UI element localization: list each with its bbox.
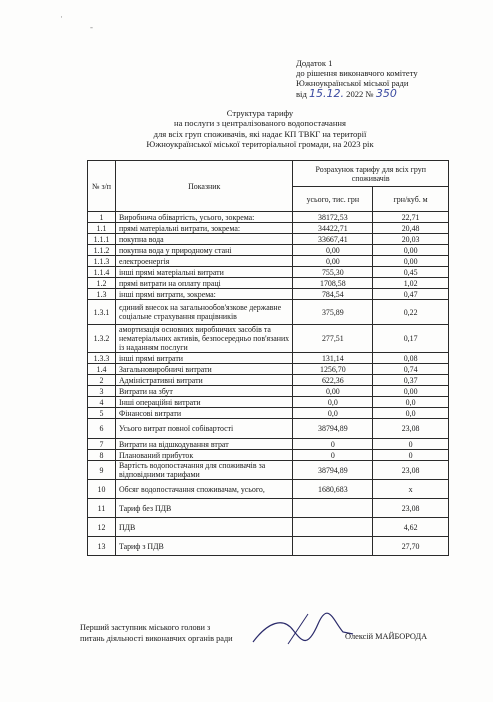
row-indicator: Адміністративні витрати: [115, 375, 292, 386]
row-total: 33667,41: [293, 234, 373, 245]
row-unit: 0,00: [373, 245, 449, 256]
table-row: [88, 300, 449, 325]
header-unit: грн/куб. м: [373, 187, 449, 212]
table-row: [88, 278, 449, 289]
table-row: [88, 375, 449, 386]
row-unit: 22,71: [373, 212, 449, 223]
appendix-line3: Южноукраїнської міської ради: [296, 78, 409, 89]
row-unit: 0: [373, 450, 449, 461]
row-total: 131,14: [293, 353, 373, 364]
row-indicator: Планований прибуток: [115, 450, 292, 461]
row-number: 1.3.1: [88, 300, 116, 325]
year: 2022: [346, 88, 364, 99]
row-indicator: єдиний внесок на загальнообов'язкове державне соціальне страхування працівників: [115, 300, 292, 325]
row-unit: 27,70: [373, 537, 449, 556]
row-unit: 0,00: [373, 386, 449, 397]
row-indicator: Тариф без ПДВ: [115, 499, 292, 518]
row-indicator: Тариф з ПДВ: [115, 537, 292, 556]
row-unit: 4,62: [373, 518, 449, 537]
row-unit: 20,48: [373, 223, 449, 234]
row-number: 1.3.3: [88, 353, 116, 364]
signature: [248, 612, 358, 652]
appendix-block: [296, 58, 418, 99]
title-line4: Южноукраїнської міської територіальної громади, на 2023 рік: [146, 139, 374, 150]
footer-line2: питань діяльності виконавчих органів ради: [80, 634, 233, 643]
row-total: 0,00: [293, 245, 373, 256]
table-row: [88, 325, 449, 353]
row-number: 2: [88, 375, 116, 386]
row-indicator: Обсяг водопостачання споживачам, усього,: [115, 480, 292, 499]
scan-mark-2: -: [90, 22, 93, 32]
table-row: [88, 499, 449, 518]
table-row: [88, 267, 449, 278]
table-row: [88, 223, 449, 234]
row-number: 6: [88, 419, 116, 439]
row-number: 11: [88, 499, 116, 518]
row-total: 622,36: [293, 375, 373, 386]
row-unit: 0,17: [373, 325, 449, 353]
row-unit: 0,74: [373, 364, 449, 375]
row-number: 8: [88, 450, 116, 461]
table-row: [88, 234, 449, 245]
row-indicator: прямі витрати на оплату праці: [115, 278, 292, 289]
row-number: 1.1: [88, 223, 116, 234]
signer-name: Олексій МАЙБОРОДА: [345, 632, 428, 641]
row-unit: 1,02: [373, 278, 449, 289]
row-indicator: Фінансові витрати: [115, 408, 292, 419]
row-number: 12: [88, 518, 116, 537]
date-prefix: від: [296, 88, 307, 99]
row-unit: 0,37: [373, 375, 449, 386]
row-number: 13: [88, 537, 116, 556]
row-total: 755,30: [293, 267, 373, 278]
row-unit: 0,0: [373, 408, 449, 419]
header-number: № з/п: [88, 161, 116, 212]
table-row: [88, 289, 449, 300]
row-indicator: Інші операційні витрати: [115, 397, 292, 408]
table-row: [88, 461, 449, 480]
row-total: 34422,71: [293, 223, 373, 234]
row-total: 0: [293, 450, 373, 461]
row-number: 1: [88, 212, 116, 223]
title-line2: на послуги з централізованого водопостачання: [174, 118, 346, 129]
row-number: 1.4: [88, 364, 116, 375]
scan-mark: ·: [60, 12, 63, 22]
row-unit: 0,45: [373, 267, 449, 278]
row-total: 277,51: [293, 325, 373, 353]
row-unit: 23,08: [373, 419, 449, 439]
row-indicator: інші прямі витрати, зокрема:: [115, 289, 292, 300]
row-indicator: покупна вода: [115, 234, 292, 245]
table-row: [88, 364, 449, 375]
document-title: [90, 108, 430, 150]
row-unit: 20,03: [373, 234, 449, 245]
row-indicator: електроенергія: [115, 256, 292, 267]
row-indicator: Загальновиробничі витрати: [115, 364, 292, 375]
table-row: [88, 353, 449, 364]
row-number: 5: [88, 408, 116, 419]
table-body: [88, 212, 449, 556]
tariff-table: [87, 160, 449, 556]
row-unit: 0: [373, 439, 449, 450]
number-label: №: [365, 88, 374, 99]
row-number: 1.1.4: [88, 267, 116, 278]
row-indicator: Вартість водопостачання для споживачів за відповідними тарифами: [115, 461, 292, 480]
row-indicator: Витрати на відшкодування втрат: [115, 439, 292, 450]
row-total: 1680,683: [293, 480, 373, 499]
row-indicator: ПДВ: [115, 518, 292, 537]
row-total: 1256,70: [293, 364, 373, 375]
row-number: 1.2: [88, 278, 116, 289]
row-total: 0,0: [293, 397, 373, 408]
table-row: [88, 408, 449, 419]
table-row: [88, 245, 449, 256]
appendix-line1: Додаток 1: [296, 58, 333, 68]
row-number: 1.3: [88, 289, 116, 300]
row-unit: 23,08: [373, 461, 449, 480]
row-indicator: Витрати на збут: [115, 386, 292, 397]
table-row: [88, 397, 449, 408]
table-row: [88, 537, 449, 556]
handwritten-date: 15.12.: [308, 86, 344, 100]
row-unit: 0,47: [373, 289, 449, 300]
row-total: 375,89: [293, 300, 373, 325]
row-indicator: амортизація основних виробничих засобів та нематеріальних активів, безпосередньо пов'язаних із наданням послуги: [115, 325, 292, 353]
row-indicator: Усього витрат повної собівартості: [115, 419, 292, 439]
table-row: [88, 419, 449, 439]
row-number: 9: [88, 461, 116, 480]
table-row: [88, 439, 449, 450]
row-indicator: прямі матеріальні витрати, зокрема:: [115, 223, 292, 234]
row-number: 1.1.2: [88, 245, 116, 256]
row-total: [293, 537, 373, 556]
title-line3: для всіх груп споживачів, які надає КП ТВКГ на території: [153, 128, 367, 139]
row-total: 38794,89: [293, 419, 373, 439]
table-row: [88, 386, 449, 397]
row-unit: 0,08: [373, 353, 449, 364]
row-indicator: Виробнича обівартість, усього, зокрема:: [115, 212, 292, 223]
footer-line1: Перший заступник міського голови з: [80, 623, 211, 632]
title-line1: Структура тарифу: [226, 108, 294, 118]
appendix-line2: до рішення виконавчого комітету: [296, 68, 418, 79]
header-indicator: Показник: [115, 161, 292, 212]
row-unit: 0,0: [373, 397, 449, 408]
row-unit: 0,00: [373, 256, 449, 267]
row-total: 784,54: [293, 289, 373, 300]
handwritten-number: 350: [375, 86, 397, 100]
header-total: усього, тис. грн: [293, 187, 373, 212]
row-unit: х: [373, 480, 449, 499]
row-total: 0: [293, 439, 373, 450]
row-total: 38172,53: [293, 212, 373, 223]
row-total: 0,00: [293, 386, 373, 397]
row-indicator: покупна вода у природному стані: [115, 245, 292, 256]
table-row: [88, 480, 449, 499]
row-total: 0,00: [293, 256, 373, 267]
table-row: [88, 518, 449, 537]
row-number: 10: [88, 480, 116, 499]
row-unit: 23,08: [373, 499, 449, 518]
table-row: [88, 450, 449, 461]
row-number: 7: [88, 439, 116, 450]
row-number: 3: [88, 386, 116, 397]
row-indicator: інші прямі витрати: [115, 353, 292, 364]
footer-block: [80, 622, 233, 644]
row-number: 1.3.2: [88, 325, 116, 353]
row-unit: 0,22: [373, 300, 449, 325]
row-number: 1.1.1: [88, 234, 116, 245]
row-total: 38794,89: [293, 461, 373, 480]
table-row: [88, 212, 449, 223]
row-total: [293, 518, 373, 537]
row-indicator: інші прямі матеріальні витрати: [115, 267, 292, 278]
row-total: 1708,58: [293, 278, 373, 289]
row-number: 4: [88, 397, 116, 408]
table-row: [88, 256, 449, 267]
header-group: Розрахунок тарифу для всіх груп споживачів: [293, 161, 449, 187]
appendix-date-line: [296, 86, 418, 100]
row-total: 0,0: [293, 408, 373, 419]
row-number: 1.1.3: [88, 256, 116, 267]
row-total: [293, 499, 373, 518]
